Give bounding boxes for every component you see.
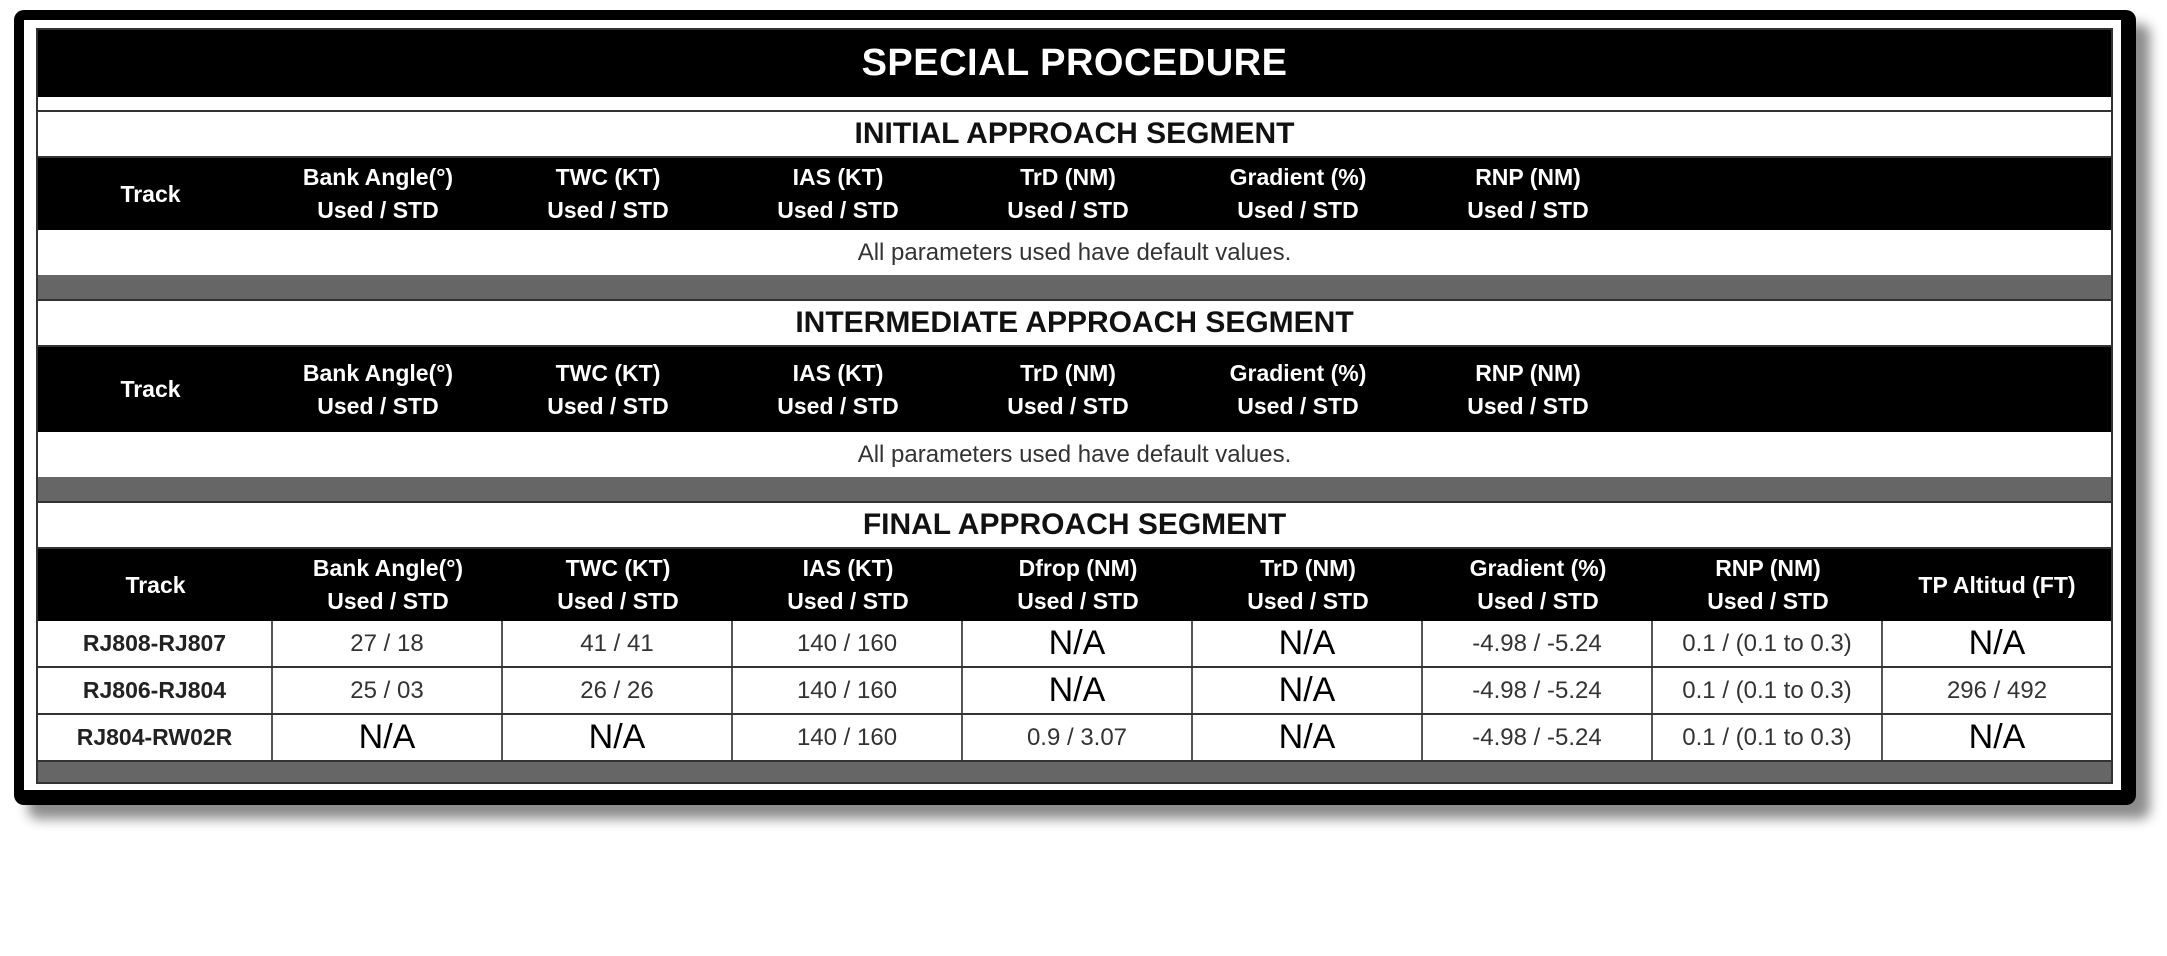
column-header [38, 549, 273, 621]
column-header-label: Track [120, 376, 181, 402]
separator-bar [38, 275, 2111, 299]
column-header-sublabel: Used / STD [1237, 197, 1359, 223]
column-header [733, 549, 963, 621]
intermediate-segment-title: INTERMEDIATE APPROACH SEGMENT [38, 299, 2111, 347]
column-header [953, 347, 1183, 432]
column-header-label: TrD (NM) [1020, 359, 1116, 386]
column-header-sublabel: Used / STD [787, 588, 909, 614]
column-header [263, 347, 493, 432]
table-cell: N/A [963, 621, 1193, 666]
column-header-sublabel: Used / STD [317, 197, 439, 223]
track-cell: RJ806-RJ804 [38, 668, 273, 713]
column-header [1413, 158, 1643, 230]
column-header-label: Gradient (%) [1229, 359, 1367, 386]
table-cell: 25 / 03 [273, 668, 503, 713]
column-header-sublabel: Used / STD [327, 588, 449, 614]
column-header-label: Bank Angle(°) [302, 164, 454, 190]
column-header-label: TWC (KT) [555, 359, 661, 386]
column-header [493, 347, 723, 432]
table-cell: 27 / 18 [273, 621, 503, 666]
initial-header-row [38, 158, 2111, 230]
table-cell: 296 / 492 [1946, 676, 2048, 704]
table-cell: N/A [1968, 718, 2026, 756]
column-header [1423, 549, 1653, 621]
table-cell: 41 / 41 [503, 621, 733, 666]
column-header-label: TrD (NM) [1020, 164, 1116, 190]
column-header [953, 158, 1183, 230]
table-cell: 26 / 26 [503, 668, 733, 713]
column-header-sublabel: Used / STD [777, 392, 899, 419]
table-row [38, 715, 2111, 762]
column-header-sublabel: Used / STD [1477, 588, 1599, 614]
column-header-label: Track [120, 180, 181, 207]
column-header-sublabel: Used / STD [1247, 588, 1369, 614]
column-header-sublabel: Used / STD [1707, 588, 1829, 614]
track-cell: RJ808-RJ807 [38, 621, 273, 666]
final-segment-title: FINAL APPROACH SEGMENT [38, 501, 2111, 549]
column-header-sublabel: Used / STD [1467, 392, 1589, 419]
column-header [1183, 347, 1413, 432]
column-header [1883, 549, 2111, 621]
column-header-label: Track [125, 571, 186, 598]
column-header-sublabel: Used / STD [1467, 197, 1589, 223]
column-header-label: Bank Angle(°) [302, 359, 454, 386]
table-cell: N/A [963, 668, 1193, 713]
column-header-label: RNP (NM) [1715, 555, 1821, 581]
column-header-label: RNP (NM) [1475, 164, 1581, 190]
page-title: SPECIAL PROCEDURE [38, 30, 2111, 97]
column-header-label: IAS (KT) [792, 359, 884, 386]
column-header-sublabel: Used / STD [1007, 392, 1129, 419]
table-cell: N/A [273, 715, 503, 760]
column-header-sublabel: Used / STD [547, 392, 669, 419]
column-header [1413, 347, 1643, 432]
column-header [1193, 549, 1423, 621]
intermediate-note: All parameters used have default values. [38, 432, 2111, 477]
column-header-label: RNP (NM) [1475, 359, 1581, 386]
column-header-label: Gradient (%) [1229, 164, 1367, 190]
column-header-sublabel: Used / STD [557, 588, 679, 614]
column-header-label: TP Altitud (FT) [1918, 571, 2076, 598]
column-header [1183, 158, 1413, 230]
table-cell: 140 / 160 [733, 715, 963, 760]
column-header-sublabel: Used / STD [777, 197, 899, 223]
column-header-sublabel: Used / STD [317, 392, 439, 419]
column-header [723, 347, 953, 432]
table-cell: N/A [1193, 621, 1423, 666]
track-cell: RJ804-RW02R [38, 715, 273, 760]
initial-segment-title: INITIAL APPROACH SEGMENT [38, 110, 2111, 158]
table-cell: N/A [1193, 715, 1423, 760]
table-cell: -4.98 / -5.24 [1423, 668, 1653, 713]
column-header [263, 158, 493, 230]
column-header-sublabel: Used / STD [1007, 197, 1129, 223]
initial-note: All parameters used have default values. [38, 230, 2111, 275]
intermediate-header-row [38, 347, 2111, 432]
column-header-label: TWC (KT) [555, 164, 661, 190]
column-header-label: Gradient (%) [1469, 555, 1607, 581]
column-header-label: TrD (NM) [1260, 555, 1356, 581]
column-header [38, 158, 263, 230]
column-header-label: Bank Angle(°) [312, 555, 464, 581]
separator-bar [38, 477, 2111, 501]
column-header [493, 158, 723, 230]
column-header-sublabel: Used / STD [547, 197, 669, 223]
column-header [273, 549, 503, 621]
table-row [38, 621, 2111, 668]
table-cell: 0.1 / (0.1 to 0.3) [1653, 668, 1883, 713]
final-header-row [38, 549, 2111, 621]
table-cell: 140 / 160 [733, 621, 963, 666]
separator-bar [38, 762, 2111, 782]
table-cell: N/A [1193, 668, 1423, 713]
column-header-label: IAS (KT) [792, 164, 884, 190]
column-header-label: IAS (KT) [802, 555, 894, 581]
table-cell: -4.98 / -5.24 [1423, 715, 1653, 760]
table-cell: N/A [1968, 624, 2026, 662]
column-header [503, 549, 733, 621]
procedure-table [36, 28, 2113, 784]
column-header-label: TWC (KT) [565, 555, 671, 581]
column-header-sublabel: Used / STD [1017, 588, 1139, 614]
column-header-label: Dfrop (NM) [1018, 555, 1138, 581]
table-row [38, 668, 2111, 715]
table-cell: 0.1 / (0.1 to 0.3) [1653, 715, 1883, 760]
table-cell: N/A [503, 715, 733, 760]
column-header [38, 347, 263, 432]
table-cell: 0.1 / (0.1 to 0.3) [1653, 621, 1883, 666]
column-header [723, 158, 953, 230]
column-header-sublabel: Used / STD [1237, 392, 1359, 419]
column-header [1653, 549, 1883, 621]
document-panel [24, 20, 2121, 790]
table-cell: 0.9 / 3.07 [963, 715, 1193, 760]
column-header [963, 549, 1193, 621]
table-cell: 140 / 160 [733, 668, 963, 713]
table-cell: -4.98 / -5.24 [1423, 621, 1653, 666]
